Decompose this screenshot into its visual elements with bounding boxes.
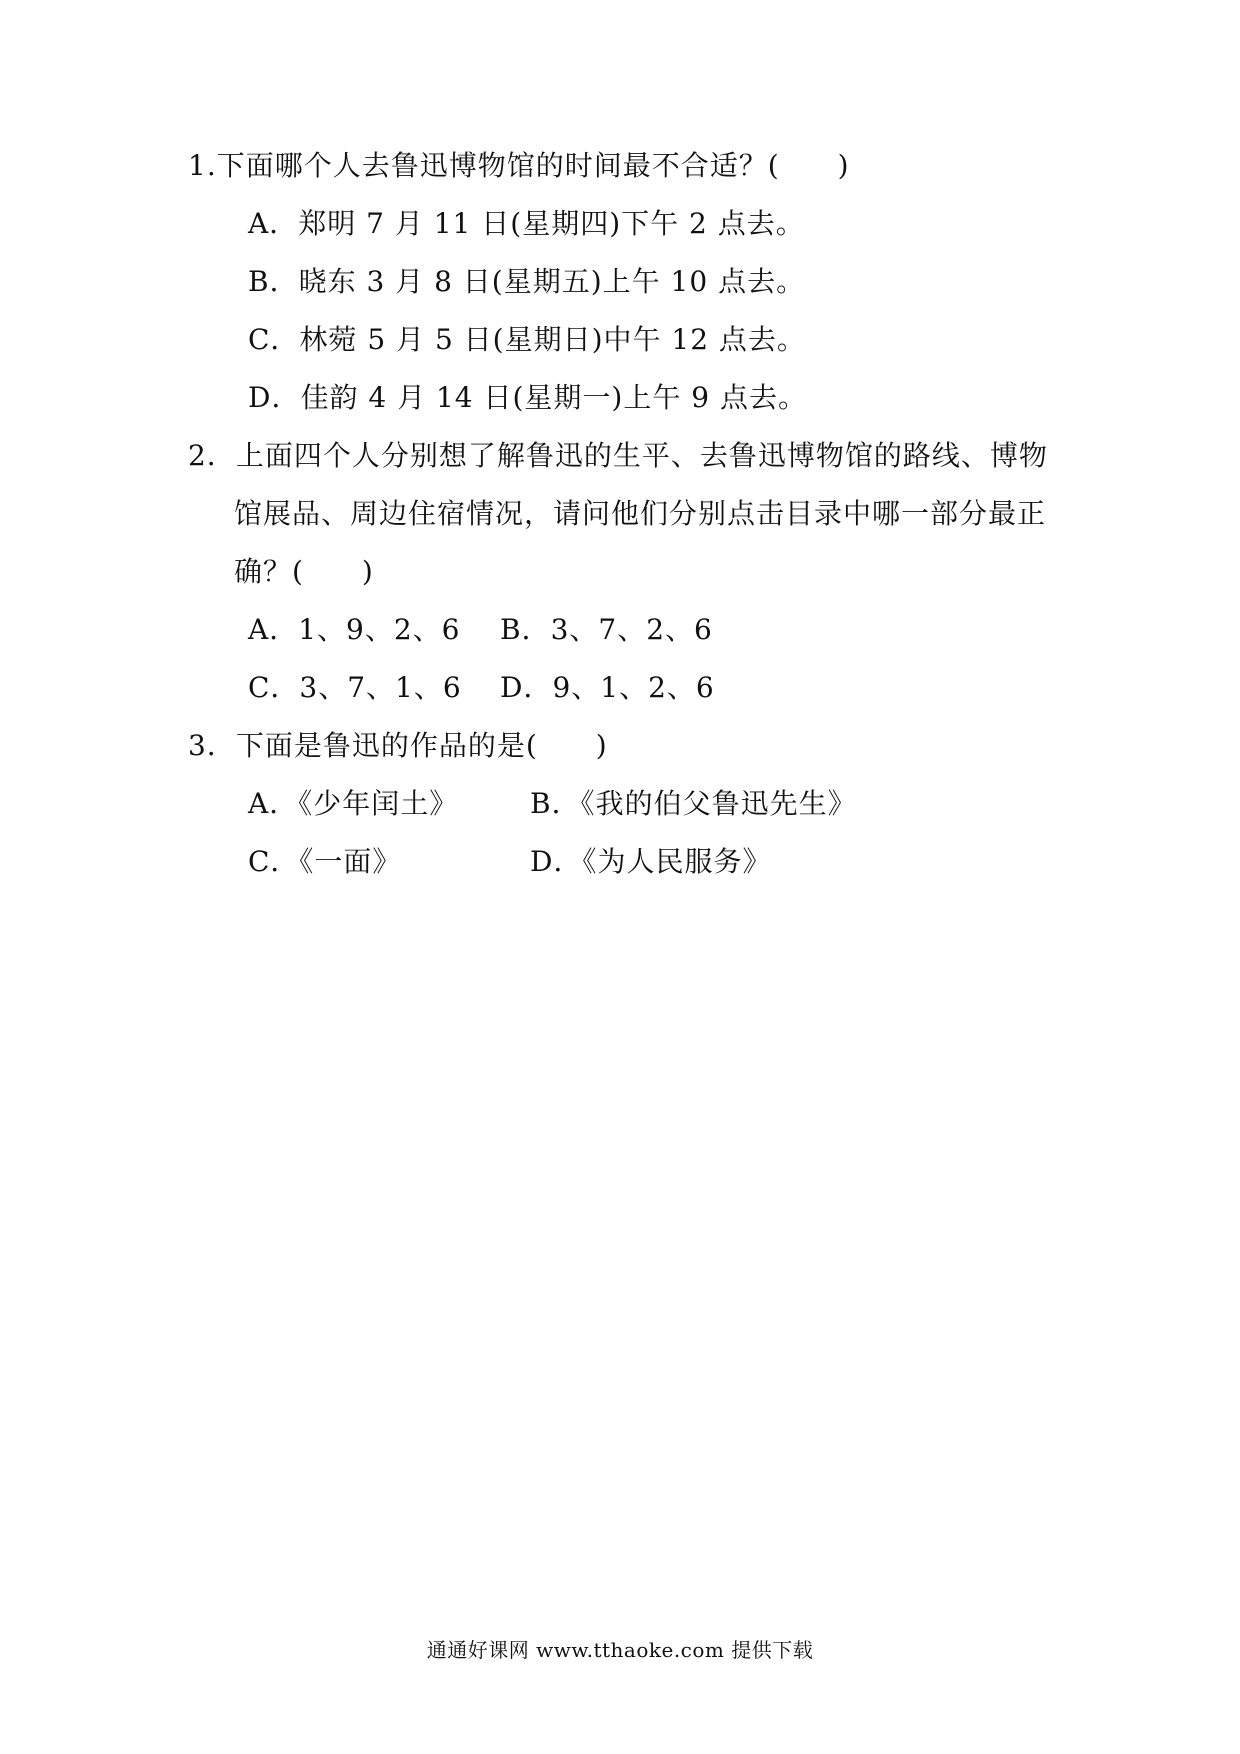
footer-source-note: 通通好课网 www.tthaoke.com 提供下载 <box>426 1638 814 1662</box>
question-2-option-d: D．9、1、2、6 <box>500 671 715 704</box>
question-2-stem-line-3: 确？( ) <box>234 555 374 588</box>
question-3-option-b: B．《我的伯父鲁迅先生》 <box>530 787 857 820</box>
question-3-stem: 3．下面是鲁迅的作品的是( ) <box>188 729 608 762</box>
question-1-stem: 1.下面哪个人去鲁迅博物馆的时间最不合适？( ) <box>188 149 850 182</box>
question-3-option-c: C．《一面》 <box>248 845 402 878</box>
question-1-option-a: A．郑明 7 月 11 日(星期四)下午 2 点去。 <box>248 207 805 240</box>
question-1-option-b: B．晓东 3 月 8 日(星期五)上午 10 点去。 <box>248 265 806 298</box>
question-2-stem-line-1: 2．上面四个人分别想了解鲁迅的生平、去鲁迅博物馆的路线、博物 <box>188 439 1048 472</box>
question-2-option-b: B．3、7、2、6 <box>500 613 713 646</box>
question-2-option-a: A．1、9、2、6 <box>248 613 461 646</box>
question-3-option-d: D．《为人民服务》 <box>530 845 772 878</box>
question-2-stem-line-2: 馆展品、周边住宿情况，请问他们分别点击目录中哪一部分最正 <box>234 497 1047 530</box>
question-3-option-a: A．《少年闰土》 <box>248 787 459 820</box>
question-2-option-c: C．3、7、1、6 <box>248 671 462 704</box>
question-1-option-d: D．佳韵 4 月 14 日(星期一)上午 9 点去。 <box>248 381 807 414</box>
question-1-option-c: C．林菀 5 月 5 日(星期日)中午 12 点去。 <box>248 323 806 356</box>
